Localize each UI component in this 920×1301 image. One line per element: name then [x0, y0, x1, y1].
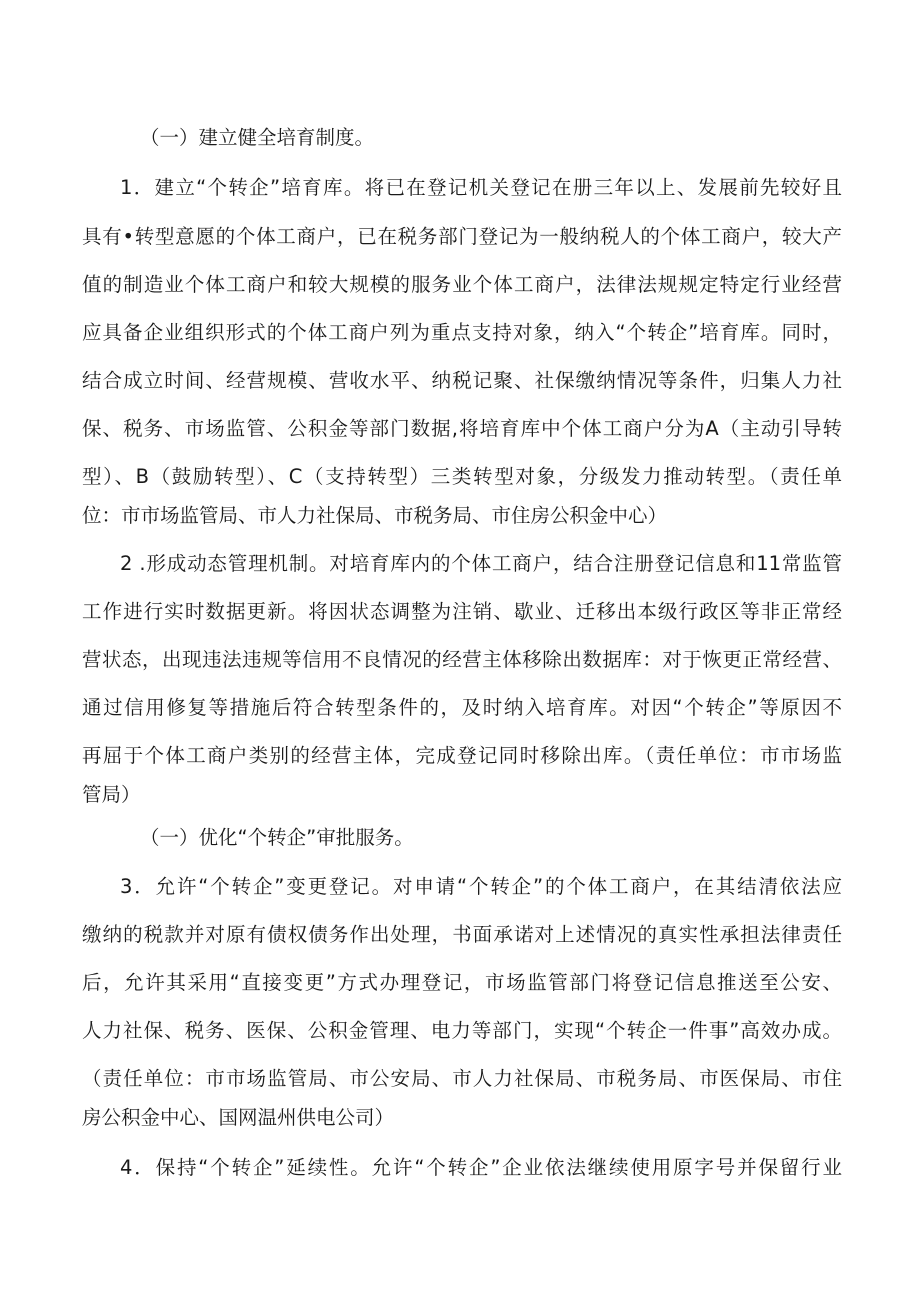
paragraph-line: 值的制造业个体工商户和较大规模的服务业个体工商户，法律法规规定特定行业经营 [82, 273, 842, 296]
paragraph-line: 具有•转型意愿的个体工商户，已在税务部门登记为一般纳税人的个体工商户，较大产 [82, 225, 842, 248]
paragraph-line: 3．允许“个转企”变更登记。对申请“个转企”的个体工商户，在其结清依法应 [120, 875, 842, 898]
paragraph-line: 管局） [82, 783, 141, 806]
paragraph-line: 保、税务、市场监管、公积金等部门数据,将培育库中个体工商户分为A（主动引导转 [82, 417, 842, 440]
paragraph-line: 人力社保、税务、医保、公积金管理、电力等部门，实现“个转企一件事”高效办成。 [82, 1019, 842, 1042]
paragraph-line: 应具备企业组织形式的个体工商户列为重点支持对象，纳入“个转企”培育库。同时， [82, 321, 842, 344]
paragraph-line: 房公积金中心、国网温州供电公司） [82, 1106, 395, 1129]
paragraph-line: （责任单位：市市场监管局、市公安局、市人力社保局、市税务局、市医保局、市住 [82, 1067, 842, 1090]
paragraph-line: 2 .形成动态管理机制。对培育库内的个体工商户，结合注册登记信息和11常监管 [120, 552, 842, 575]
section-heading: （一）建立健全培育制度。 [140, 126, 375, 149]
paragraph-line: 再屈于个体工商户类别的经营主体，完成登记同时移除出库。（责任单位：市市场监 [82, 744, 842, 767]
paragraph-line: 通过信用修复等措施后符合转型条件的，及时纳入培育库。对因“个转企”等原因不 [82, 696, 842, 719]
section-heading: （一）优化“个转企”审批服务。 [140, 826, 414, 849]
paragraph-line: 缴纳的税款并对原有债权债务作出处理，书面承诺对上述情况的真实性承担法律责任 [82, 923, 842, 946]
paragraph-line: 结合成立时间、经营规模、营收水平、纳税记聚、社保缴纳情况等条件，归集人力社 [82, 369, 842, 392]
paragraph-line: 4．保持“个转企”延续性。允许“个转企”企业依法继续使用原字号并保留行业 [120, 1156, 842, 1179]
paragraph-line: 位：市市场监管局、市人力社保局、市税务局、市住房公积金中心） [82, 504, 668, 527]
paragraph-line: 工作进行实时数据更新。将因状态调整为注销、歇业、迁移出本级行政区等非正常经 [82, 600, 842, 623]
paragraph-line: 后，允许其采用“直接变更”方式办理登记，市场监管部门将登记信息推送至公安、 [82, 971, 842, 994]
paragraph-line: 1．建立“个转企”培育库。将已在登记机关登记在册三年以上、发展前先较好且 [120, 176, 842, 199]
paragraph-line: 营状态，出现违法违规等信用不良情况的经营主体移除出数据库：对于恢更正常经营、 [82, 648, 842, 671]
paragraph-line: 型）、B（鼓励转型）、C（支持转型）三类转型对象，分级发力推动转型。（责任单 [82, 465, 842, 488]
